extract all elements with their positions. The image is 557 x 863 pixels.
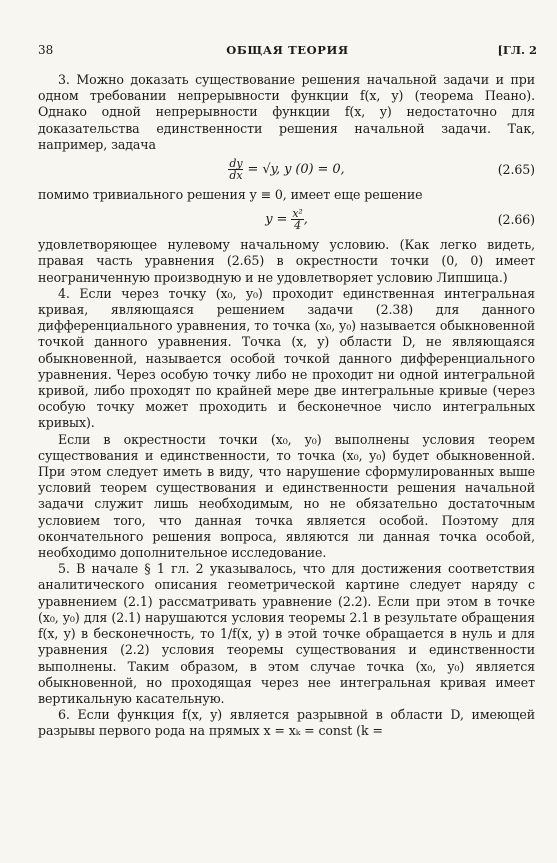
running-title: ОБЩАЯ ТЕОРИЯ bbox=[226, 43, 349, 57]
page-number: 38 bbox=[38, 43, 54, 57]
fraction-denominator: 4 bbox=[294, 219, 301, 233]
fraction-numerator: x² bbox=[292, 207, 303, 221]
page-body bbox=[38, 72, 535, 740]
page-header bbox=[38, 42, 537, 58]
equation-2-65-formula bbox=[228, 158, 344, 181]
equation-2-66 bbox=[38, 203, 535, 237]
paragraph-4b: Если в окрестности точки (x₀, y₀) выполнены условия теорем существования и единственности, то точка (x₀, y₀) будет обыкновенной. При этом следует иметь в виду, что нарушение сформулированных выше условий теорем существования и единственности решения начальной задачи служит лишь необходимым, но не обязательно достаточным условием того, что данная точка является особой. Поэтому для окончательного решения вопроса, являются ли данная точка особой, необходимо дополнительное исследование. bbox=[38, 431, 535, 561]
fraction-dy-dx bbox=[228, 158, 243, 181]
paragraph-3c: удовлетворяющее нулевому начальному условию. (Как легко видеть, правая часть уравнения (2.65) в окрестности точки (0, 0) имеет неограниченную производную и не удовлетворяет условию Липшица.) bbox=[38, 237, 535, 285]
equation-lhs: y = bbox=[265, 212, 288, 228]
paragraph-5: 5. В начале § 1 гл. 2 указывалось, что для достижения соответствия аналитического описания геометрической картине следует наряду с уравнением (2.1) рассматривать уравнение (2.2). Если при этом в точке (x₀, y₀) для (2.1) нарушаются условия теоремы 2.1 в результате обращения f(x, y) в бесконечность, то 1/f(x, y) в этой точке обращается в нуль и для уравнения (2.2) условия теоремы существования и единственности выполнены. Таким образом, в этом случае точка (x₀, y₀) является обыкновенной, но проходящая через нее интегральная кривая имеет вертикальную касательную. bbox=[38, 561, 535, 706]
equation-number: (2.66) bbox=[497, 212, 535, 228]
equation-rhs: = √y, y (0) = 0, bbox=[247, 162, 345, 178]
chapter-label: [ГЛ. 2 bbox=[497, 43, 537, 57]
paragraph-6: 6. Если функция f(x, y) является разрывной в области D, имеющей разрывы первого рода на прямых x = xₖ = const (k = bbox=[38, 707, 535, 739]
fraction-x2-4 bbox=[291, 208, 303, 231]
paragraph-3: 3. Можно доказать существование решения начальной задачи и при одном требовании непрерывности функции f(x, y) (теорема Пеано). Однако одной непрерывности функции f(x, y) недостаточно для доказательства единственности решения начальной задачи. Так, например, задача bbox=[38, 72, 535, 152]
fraction-denominator: dx bbox=[229, 169, 243, 183]
paragraph-3b: помимо тривиального решения y ≡ 0, имеет еще решение bbox=[38, 187, 423, 203]
fraction-numerator: dy bbox=[229, 157, 243, 171]
equation-2-66-formula bbox=[265, 208, 308, 231]
paragraph-4: 4. Если через точку (x₀, y₀) проходит единственная интегральная кривая, являющаяся решением задачи (2.38) для данного дифференциального уравнения, то точка (x₀, y₀) называется обыкновенной точкой данного уравнения. Точка (x, y) области D, не являющаяся обыкновенной, называется особой точкой данного дифференциального уравнения. Через особую точку либо не проходит ни одной интегральной кривой, либо проходят по крайней мере две интегральные кривые (через особую точку может проходить и бесконечное число интегральных кривых). bbox=[38, 285, 535, 431]
equation-tail: , bbox=[303, 212, 308, 228]
equation-2-65 bbox=[38, 153, 535, 187]
equation-number: (2.65) bbox=[497, 162, 535, 178]
